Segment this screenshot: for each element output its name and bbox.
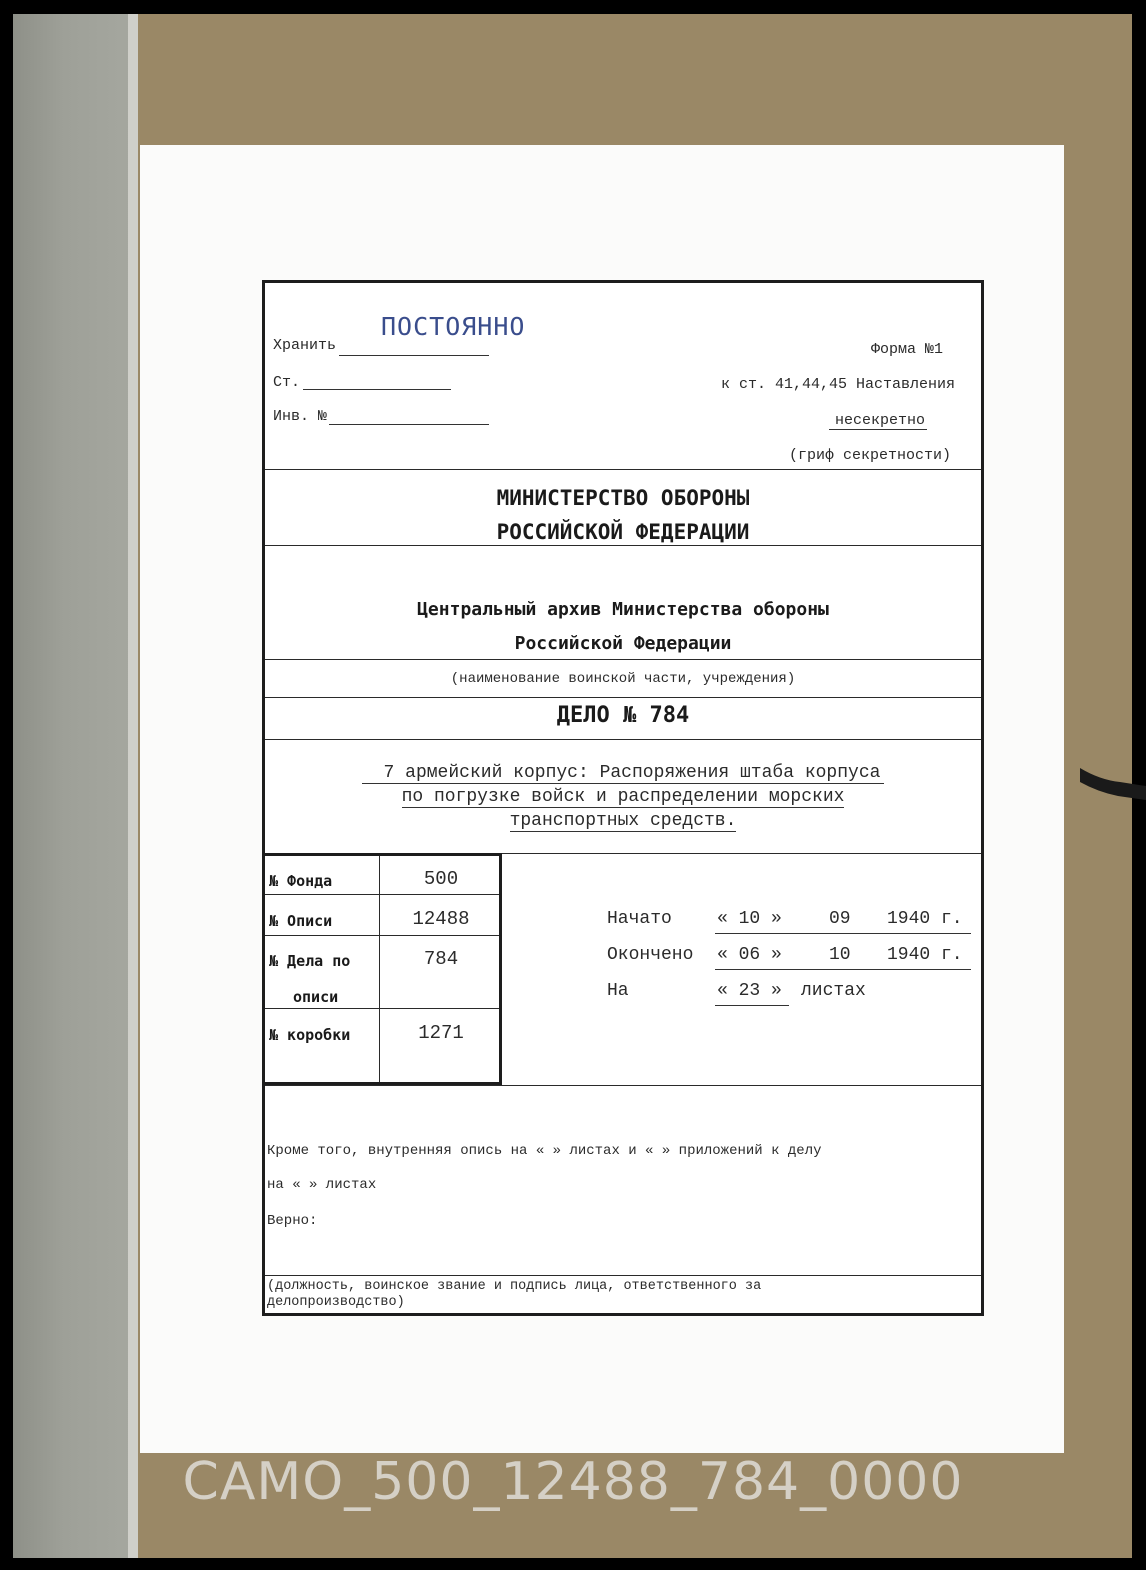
inventory-underline <box>329 424 489 425</box>
form-frame <box>262 280 984 1316</box>
ministry-line1: МИНИСТЕРСТВО ОБОРОНЫ <box>496 486 750 510</box>
archive-line2: Российской Федерации <box>514 633 732 654</box>
table-column-divider <box>379 856 380 1082</box>
started-label: Начато <box>607 909 672 929</box>
ministry-line2: РОССИЙСКОЙ ФЕДЕРАЦИИ <box>496 520 750 544</box>
sheets-label: На <box>607 981 629 1001</box>
started-year: 1940 г. <box>887 909 963 929</box>
delo-label: № Дела по <box>269 952 351 970</box>
divider <box>265 659 981 660</box>
delo-value: 784 <box>423 948 459 970</box>
fond-value: 500 <box>423 868 459 890</box>
signature-caption-cont: делопроизводство) <box>267 1295 405 1310</box>
secrecy-caption: (гриф секретности) <box>789 447 952 464</box>
divider <box>265 469 981 470</box>
archive-block <box>265 593 981 661</box>
sheets-unit: листах <box>801 981 866 1001</box>
delo-label-cont: описи <box>293 988 339 1006</box>
started-day: « 10 » <box>717 909 782 929</box>
article-label: Ст. <box>273 374 301 391</box>
archive-caption: (наименование воинской части, учреждения) <box>450 671 796 687</box>
description-line1: 7 армейский корпус: Распоряжения штаба корпуса <box>362 763 885 784</box>
opis-label: № Описи <box>269 912 333 930</box>
box-value: 1271 <box>418 1022 464 1044</box>
article-underline <box>303 389 451 390</box>
form-reference: к ст. 41,44,45 Наставления <box>721 376 956 393</box>
archive-watermark: CAMO_500_12488_784_0000 <box>182 1452 964 1512</box>
spine-edge <box>128 14 138 1558</box>
inner-inventory-text: Кроме того, внутренняя опись на « » листах и « » приложений к делу <box>267 1143 822 1159</box>
sheets-text: на « » листах <box>267 1177 377 1193</box>
ended-underline <box>715 969 971 970</box>
store-label: Хранить <box>273 337 337 354</box>
started-month: 09 <box>829 909 851 929</box>
archive-codes-table <box>262 853 502 1085</box>
ended-year: 1940 г. <box>887 945 963 965</box>
description-line2: по погрузке войск и распределении морских <box>401 787 845 807</box>
description-line3: транспортных средств. <box>509 811 737 831</box>
secrecy-underline <box>829 429 927 430</box>
ended-label: Окончено <box>607 945 694 965</box>
ministry-block <box>265 481 981 549</box>
opis-value: 12488 <box>412 908 470 930</box>
divider <box>265 739 981 740</box>
divider <box>265 1085 981 1086</box>
form-number: Форма №1 <box>871 341 944 358</box>
signature-caption: (должность, воинское звание и подпись лица, ответственного за <box>267 1279 762 1294</box>
folder-spine <box>13 14 141 1558</box>
divider <box>265 697 981 698</box>
box-label: № коробки <box>269 1026 351 1044</box>
started-underline <box>715 933 971 934</box>
case-title: ДЕЛО № 784 <box>556 703 690 728</box>
store-underline <box>339 355 489 356</box>
secrecy-value: несекретно <box>835 412 926 429</box>
sheets-count: « 23 » <box>717 981 782 1001</box>
case-description <box>265 761 981 833</box>
divider <box>265 545 981 546</box>
archive-line1: Центральный архив Министерства обороны <box>417 599 829 620</box>
ended-month: 10 <box>829 945 851 965</box>
fond-label: № Фонда <box>269 872 333 890</box>
permanent-stamp: ПОСТОЯННО <box>381 312 526 341</box>
sheets-underline <box>715 1005 789 1006</box>
signature-line <box>265 1275 981 1276</box>
inventory-label: Инв. № <box>273 408 328 425</box>
ended-day: « 06 » <box>717 945 782 965</box>
tie-strap-icon <box>1080 760 1146 808</box>
verified-label: Верно: <box>267 1213 318 1229</box>
